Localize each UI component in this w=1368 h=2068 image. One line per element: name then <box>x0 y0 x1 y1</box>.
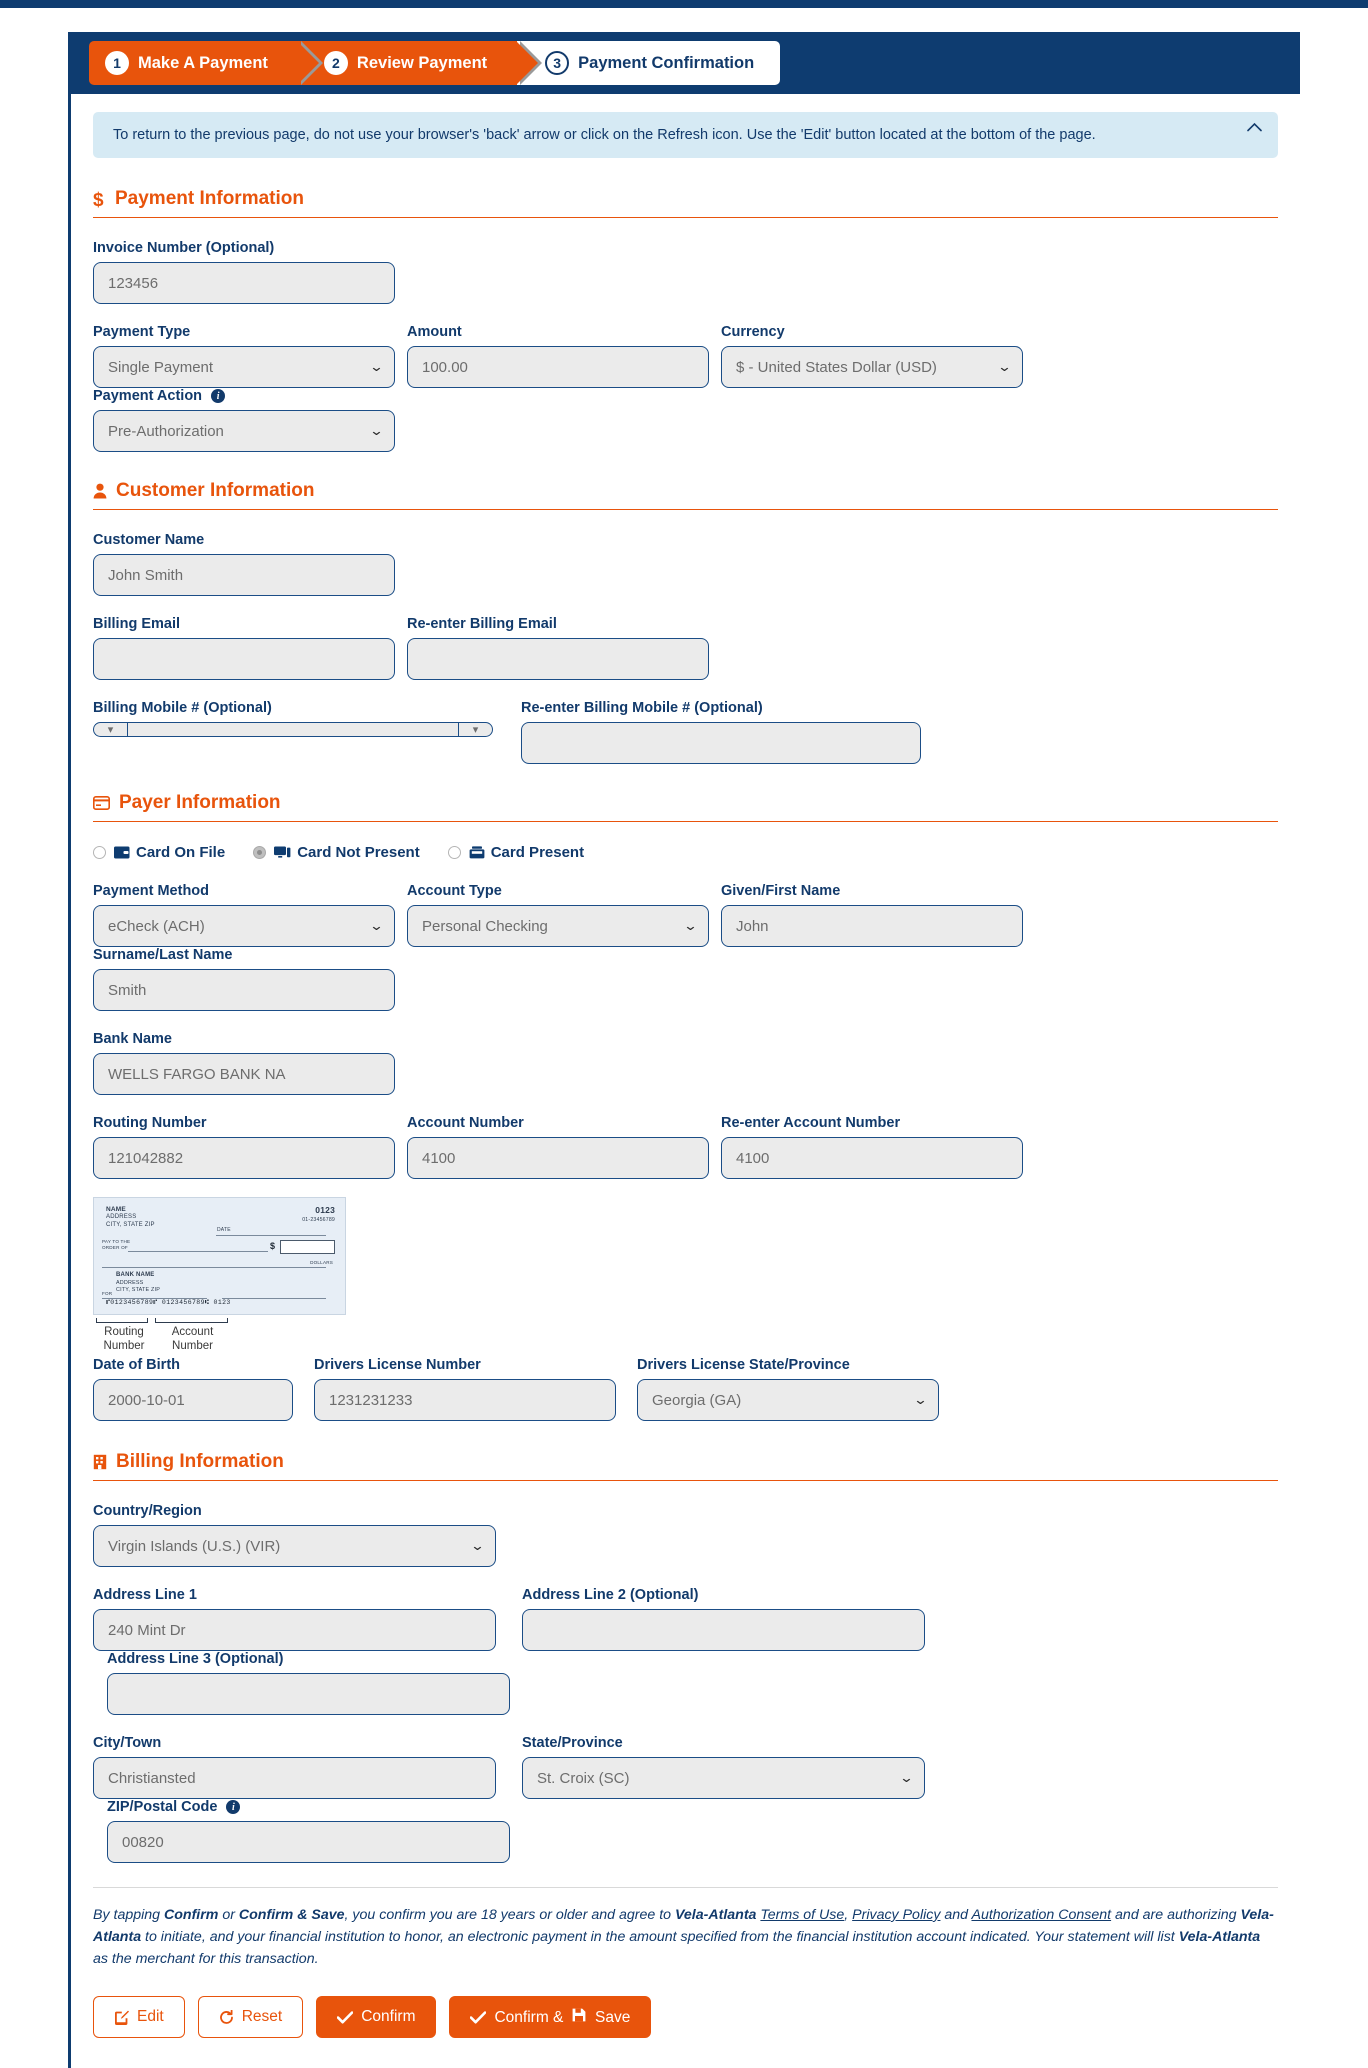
wallet-icon <box>114 846 130 859</box>
field-address-line-1 <box>93 1587 496 1651</box>
field-country-region <box>93 1503 496 1567</box>
select-drivers-license-state[interactable] <box>637 1379 939 1421</box>
label-billing-mobile: Billing Mobile # (Optional) <box>93 700 272 716</box>
step-label-2: Review Payment <box>356 53 488 72</box>
chevron-down-icon: ⌄ <box>369 423 384 438</box>
caption-routing-number: Routing Number <box>103 1326 145 1353</box>
label-account-type: Account Type <box>407 883 502 899</box>
disclaimer-confirm: Confirm <box>164 1907 219 1923</box>
check-memo-label: FOR <box>102 1291 113 1296</box>
section-title-payer-information: Payer Information <box>119 792 281 813</box>
label-currency: Currency <box>721 324 785 340</box>
field-currency <box>721 324 1023 388</box>
check-icon <box>337 2011 353 2024</box>
disclaimer-part-3: , you confirm you are 18 years or older and agree to <box>344 1907 675 1923</box>
field-account-type <box>407 883 709 947</box>
disclaimer-part-8: as the merchant for this transaction. <box>93 1951 319 1967</box>
reset-button[interactable] <box>198 1996 304 2038</box>
confirm-save-text-1: Confirm & <box>494 2008 564 2026</box>
check-illustration <box>93 1197 346 1315</box>
check-payto-line1: PAY TO THE <box>102 1239 131 1244</box>
input-bank-name[interactable]: WELLS FARGO BANK NA <box>93 1053 395 1095</box>
action-buttons <box>93 1996 1278 2068</box>
account-bracket <box>155 1318 228 1323</box>
link-privacy-policy[interactable]: Privacy Policy <box>852 1907 941 1923</box>
chevron-down-icon: ⌄ <box>899 1770 914 1785</box>
confirm-save-text-2: Save <box>595 2008 631 2026</box>
input-address-line-3[interactable] <box>107 1673 510 1715</box>
field-city-town <box>93 1735 496 1799</box>
disclaimer-part-7: to initiate, and your financial institution to honor, an electronic payment in the amount specified from the financial institution account indicated. Your statement will list <box>141 1929 1179 1945</box>
label-payment-action <box>93 388 395 404</box>
step-label-3: Payment Confirmation <box>578 53 755 72</box>
section-title-payment-information: Payment Information <box>115 188 304 209</box>
radio-label-card-not-present: Card Not Present <box>297 844 420 861</box>
label-address-line-1: Address Line 1 <box>93 1587 197 1603</box>
select-currency[interactable] <box>721 346 1023 388</box>
field-zip-postal-code <box>107 1799 510 1863</box>
check-bank-city: CITY, STATE ZIP <box>116 1287 161 1293</box>
label-state-province: State/Province <box>522 1735 623 1751</box>
check-dollars-label: DOLLARS <box>310 1260 333 1265</box>
input-invoice-number[interactable]: 123456 <box>93 262 395 304</box>
input-address-line-2[interactable] <box>522 1609 925 1651</box>
field-bank-name <box>93 1031 395 1095</box>
confirm-button-label: Confirm <box>361 2008 416 2025</box>
input-reenter-billing-email[interactable] <box>407 638 709 680</box>
save-icon <box>572 2008 586 2022</box>
select-drivers-license-state-value: Georgia (GA) <box>652 1391 742 1409</box>
billing-mobile-dropdown[interactable]: ▾ <box>459 722 493 737</box>
edit-icon <box>114 2010 129 2025</box>
progress-stepper <box>71 32 1300 94</box>
check-date-label: DATE <box>217 1227 231 1233</box>
check-icon <box>470 2011 486 2024</box>
svg-text:$: $ <box>93 189 104 209</box>
label-given-name: Given/First Name <box>721 883 841 899</box>
input-city-town[interactable]: Christiansted <box>93 1757 496 1799</box>
info-icon[interactable]: i <box>226 1800 240 1814</box>
select-payment-method[interactable] <box>93 905 395 947</box>
top-accent-bar <box>0 0 1368 8</box>
disclaimer-part-6: and are authorizing <box>1111 1907 1241 1923</box>
page-root <box>0 32 1368 2068</box>
field-surname <box>93 947 395 1011</box>
label-routing-number: Routing Number <box>93 1115 207 1131</box>
label-invoice-number: Invoice Number (Optional) <box>93 240 275 256</box>
field-address-line-3 <box>107 1651 510 1715</box>
info-banner-text: To return to the previous page, do not use your browser's 'back' arrow or click on the Refresh icon. Use the 'Edit' button located at the bottom of the page. <box>113 127 1096 143</box>
chevron-up-icon[interactable] <box>1247 120 1262 136</box>
credit-card-icon <box>93 796 110 810</box>
check-bank-address: ADDRESS <box>116 1280 144 1286</box>
row-payment-details <box>93 324 1278 452</box>
label-payment-action-text: Payment Action <box>93 388 203 404</box>
chevron-down-icon: ⌄ <box>683 918 698 933</box>
input-address-line-1[interactable]: 240 Mint Dr <box>93 1609 496 1651</box>
select-country-region-value: Virgin Islands (U.S.) (VIR) <box>108 1537 281 1555</box>
label-surname: Surname/Last Name <box>93 947 233 963</box>
input-account-number[interactable]: 4100 <box>407 1137 709 1179</box>
disclaimer-merchant-1: Vela-Atlanta <box>674 1907 757 1923</box>
step-payment-confirmation[interactable] <box>517 41 780 85</box>
chevron-down-icon: ⌄ <box>470 1538 485 1553</box>
field-reenter-billing-mobile <box>521 700 823 764</box>
row-billing-email <box>93 616 1278 680</box>
input-routing-number[interactable]: 121042882 <box>93 1137 395 1179</box>
label-date-of-birth: Date of Birth <box>93 1357 180 1373</box>
row-account-details <box>93 1115 1278 1353</box>
label-billing-email: Billing Email <box>93 616 181 632</box>
label-payment-method: Payment Method <box>93 883 210 899</box>
select-payment-type-value: Single Payment <box>108 358 214 376</box>
form-content <box>71 94 1300 2068</box>
input-billing-mobile[interactable] <box>127 722 459 737</box>
row-address-lines <box>93 1587 1278 1715</box>
field-reenter-billing-email <box>407 616 709 680</box>
input-group-billing-mobile <box>93 722 493 737</box>
label-address-line-3: Address Line 3 (Optional) <box>107 1651 284 1667</box>
input-customer-name[interactable]: John Smith <box>93 554 395 596</box>
label-city-town: City/Town <box>93 1735 162 1751</box>
check-diagram <box>93 1197 353 1353</box>
step-make-a-payment[interactable] <box>89 41 298 85</box>
row-invoice-number <box>93 240 1278 304</box>
step-number-1: 1 <box>105 51 129 75</box>
payer-type-radio-group <box>93 844 1278 861</box>
desktop-card-icon <box>274 846 291 859</box>
field-payment-type <box>93 324 395 388</box>
label-account-number: Account Number <box>407 1115 524 1131</box>
section-header-customer-information <box>93 480 1278 510</box>
radio-card-on-file[interactable] <box>93 844 225 861</box>
label-reenter-billing-mobile: Re-enter Billing Mobile # (Optional) <box>521 700 763 716</box>
section-header-billing-information <box>93 1451 1278 1481</box>
field-address-line-2 <box>522 1587 925 1651</box>
radio-card-not-present[interactable] <box>253 844 420 861</box>
chevron-down-icon: ⌄ <box>997 359 1012 374</box>
disclaimer-confirm-save: Confirm & Save <box>238 1907 345 1923</box>
row-identity-details <box>93 1357 1278 1421</box>
label-payment-type: Payment Type <box>93 324 191 340</box>
label-reenter-account-number: Re-enter Account Number <box>721 1115 901 1131</box>
chevron-down-icon: ⌄ <box>913 1392 928 1407</box>
check-number: 0123 <box>315 1205 335 1215</box>
disclaimer-merchant-2: Vela-Atlanta <box>93 1907 1274 1945</box>
disclaimer-part-5: and <box>940 1907 972 1923</box>
section-title-customer-information: Customer Information <box>116 480 315 501</box>
input-reenter-account-number[interactable]: 4100 <box>721 1137 1023 1179</box>
field-customer-name <box>93 532 395 596</box>
select-state-province[interactable] <box>522 1757 925 1799</box>
link-authorization-consent[interactable]: Authorization Consent <box>971 1907 1112 1923</box>
select-country-region[interactable] <box>93 1525 496 1567</box>
section-header-payer-information <box>93 792 1278 822</box>
disclaimer-part-2: or <box>218 1907 239 1923</box>
field-account-number <box>407 1115 709 1179</box>
check-address-line: ADDRESS <box>106 1214 137 1220</box>
field-given-name <box>721 883 1023 947</box>
dollar-sign-icon <box>93 190 106 209</box>
field-invoice-number <box>93 240 395 304</box>
input-reenter-billing-mobile[interactable] <box>521 722 921 764</box>
confirm-and-save-button-label <box>494 2008 630 2027</box>
select-state-province-value: St. Croix (SC) <box>537 1769 630 1787</box>
field-date-of-birth <box>93 1357 293 1421</box>
input-drivers-license-number[interactable]: 1231231233 <box>314 1379 616 1421</box>
disclaimer-part-1: By tapping <box>93 1907 164 1923</box>
step-arrow-1 <box>297 41 319 85</box>
disclaimer-merchant-3: Vela-Atlanta <box>1178 1929 1261 1945</box>
field-reenter-account-number <box>721 1115 1023 1179</box>
input-surname[interactable]: Smith <box>93 969 395 1011</box>
chevron-down-icon: ⌄ <box>369 918 384 933</box>
caption-account-number: Account Number <box>171 1326 214 1353</box>
label-drivers-license-number: Drivers License Number <box>314 1357 481 1373</box>
label-zip-postal-code-text: ZIP/Postal Code <box>107 1799 218 1815</box>
check-name-line: NAME <box>106 1206 126 1213</box>
select-account-type[interactable] <box>407 905 709 947</box>
legal-disclaimer <box>93 1904 1278 1970</box>
step-arrow-2 <box>516 41 538 85</box>
form-container <box>68 32 1300 2068</box>
confirm-and-save-button[interactable] <box>449 1996 651 2038</box>
step-number-2: 2 <box>324 51 348 75</box>
check-bank-name: BANK NAME <box>116 1272 155 1278</box>
disclaimer-part-4: , <box>844 1907 853 1923</box>
select-currency-value: $ - United States Dollar (USD) <box>736 358 937 376</box>
radio-indicator[interactable] <box>253 846 266 859</box>
field-routing-number <box>93 1115 395 1179</box>
info-icon[interactable]: i <box>211 389 225 403</box>
routing-bracket <box>96 1318 148 1323</box>
input-zip-postal-code[interactable]: 00820 <box>107 1821 510 1863</box>
chevron-down-icon: ⌄ <box>369 359 384 374</box>
radio-label-card-present: Card Present <box>490 844 585 861</box>
check-signature-line <box>222 1298 326 1299</box>
radio-indicator[interactable] <box>93 846 106 859</box>
field-payment-method <box>93 883 395 947</box>
radio-label-card-on-file: Card On File <box>136 844 226 861</box>
label-customer-name: Customer Name <box>93 532 205 548</box>
select-account-type-value: Personal Checking <box>422 917 548 935</box>
check-payto-line2: ORDER OF <box>102 1245 128 1250</box>
select-payment-action[interactable] <box>93 410 395 452</box>
input-billing-email[interactable] <box>93 638 395 680</box>
row-country-region <box>93 1503 1278 1567</box>
info-banner <box>93 112 1278 158</box>
label-zip-postal-code <box>107 1799 510 1815</box>
confirm-button[interactable] <box>316 1996 436 2038</box>
field-billing-email <box>93 616 395 680</box>
label-amount: Amount <box>407 324 462 340</box>
check-date-line <box>216 1235 326 1236</box>
check-city-line: CITY, STATE ZIP <box>106 1222 155 1228</box>
step-number-3: 3 <box>545 51 569 75</box>
section-header-payment-information <box>93 188 1278 218</box>
reset-button-label: Reset <box>241 2008 283 2025</box>
input-amount[interactable]: 100.00 <box>407 346 709 388</box>
field-payment-action <box>93 388 395 452</box>
row-billing-mobile <box>93 700 1278 764</box>
check-dollar-sign: $ <box>270 1241 276 1251</box>
select-payment-type[interactable] <box>93 346 395 388</box>
label-bank-name: Bank Name <box>93 1031 172 1047</box>
row-customer-name <box>93 532 1278 596</box>
select-payment-method-value: eCheck (ACH) <box>108 917 205 935</box>
check-payee-line <box>128 1251 268 1252</box>
check-dollars-line <box>102 1267 326 1268</box>
edit-button-label: Edit <box>137 2008 164 2025</box>
building-icon <box>93 1454 107 1470</box>
input-date-of-birth[interactable]: 2000-10-01 <box>93 1379 293 1421</box>
label-reenter-billing-email: Re-enter Billing Email <box>407 616 557 632</box>
field-drivers-license-state <box>637 1357 939 1421</box>
field-state-province <box>522 1735 925 1799</box>
check-amount-box <box>280 1240 335 1254</box>
input-given-name[interactable]: John <box>721 905 1023 947</box>
step-review-payment[interactable] <box>298 41 517 85</box>
section-title-billing-information: Billing Information <box>116 1451 284 1472</box>
field-drivers-license-number <box>314 1357 616 1421</box>
refresh-icon <box>219 2010 234 2025</box>
label-country-region: Country/Region <box>93 1503 202 1519</box>
label-address-line-2: Address Line 2 (Optional) <box>522 1587 699 1603</box>
divider <box>93 1887 1278 1888</box>
radio-indicator[interactable] <box>448 846 461 859</box>
step-label-1: Make A Payment <box>138 53 268 72</box>
terminal-icon <box>469 846 485 859</box>
user-icon <box>93 483 107 499</box>
check-aba-fraction: 01-23456789 <box>302 1217 335 1223</box>
label-drivers-license-state: Drivers License State/Province <box>637 1357 850 1373</box>
row-bank-name <box>93 1031 1278 1095</box>
radio-card-present[interactable] <box>448 844 584 861</box>
row-payment-method <box>93 883 1278 1011</box>
link-terms-of-use[interactable]: Terms of Use <box>760 1907 845 1923</box>
select-payment-action-value: Pre-Authorization <box>108 422 224 440</box>
check-micr-line: ⑈0123456789⑈ 0123456789⑆ 0123 <box>106 1299 231 1306</box>
edit-button[interactable] <box>93 1996 185 2038</box>
field-amount <box>407 324 709 388</box>
country-code-dropdown[interactable]: ▾ <box>93 722 127 737</box>
field-billing-mobile <box>93 700 495 764</box>
row-city-state-zip <box>93 1735 1278 1863</box>
